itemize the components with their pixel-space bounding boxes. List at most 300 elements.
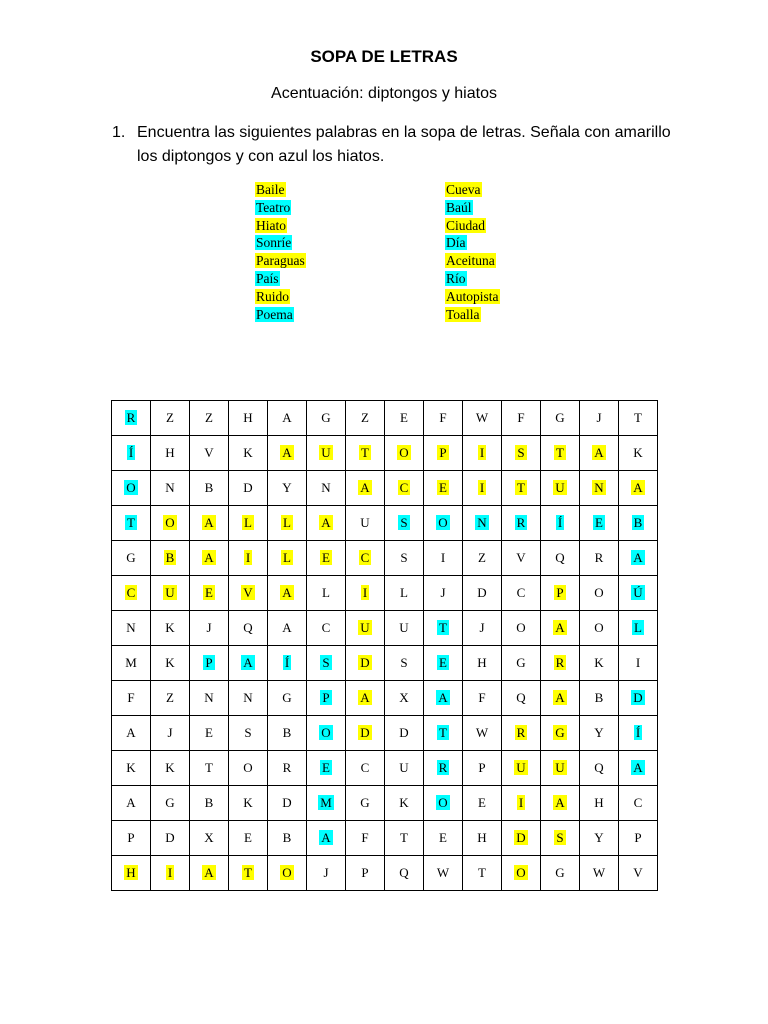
grid-cell <box>619 576 658 611</box>
word-text: Ciudad <box>446 217 485 233</box>
grid-cell <box>112 506 151 541</box>
grid-letter: D <box>360 725 370 740</box>
word-text: Teatro <box>256 199 291 215</box>
grid-letter: A <box>282 585 292 600</box>
grid-cell <box>463 716 502 751</box>
grid-row <box>112 611 658 646</box>
grid-row <box>112 681 658 716</box>
grid-letter: A <box>243 655 253 670</box>
grid-cell <box>268 856 307 891</box>
grid-cell <box>580 786 619 821</box>
grid-cell <box>268 821 307 856</box>
grid-letter: I <box>167 865 173 880</box>
grid-cell <box>580 471 619 506</box>
grid-letter: E <box>439 480 447 495</box>
grid-letter: H <box>477 830 487 845</box>
word-search-grid <box>111 400 658 891</box>
grid-letter: E <box>244 830 252 845</box>
grid-cell <box>346 716 385 751</box>
grid-cell <box>190 716 229 751</box>
grid-cell <box>229 436 268 471</box>
grid-letter: C <box>321 620 331 635</box>
grid-letter: K <box>165 655 175 670</box>
grid-cell <box>541 471 580 506</box>
grid-letter: Z <box>166 410 174 425</box>
grid-letter: F <box>478 690 486 705</box>
grid-cell <box>190 646 229 681</box>
grid-letter: T <box>244 865 252 880</box>
word-text: Cueva <box>446 182 481 197</box>
word-list-item <box>255 199 306 217</box>
grid-cell <box>307 646 346 681</box>
grid-cell <box>307 681 346 716</box>
grid-letter: D <box>633 690 643 705</box>
word-text: Ruido <box>256 288 290 304</box>
grid-cell <box>502 821 541 856</box>
grid-cell <box>541 436 580 471</box>
grid-cell <box>463 436 502 471</box>
grid-letter: S <box>322 655 330 670</box>
instruction <box>112 121 732 169</box>
grid-row <box>112 576 658 611</box>
grid-letter: T <box>634 410 642 425</box>
grid-cell <box>424 541 463 576</box>
grid-cell <box>463 506 502 541</box>
grid-letter: K <box>126 760 136 775</box>
grid-letter: A <box>126 795 136 810</box>
grid-letter: W <box>475 410 489 425</box>
page-subtitle: Acentuación: diptongos y hiatos <box>271 85 497 102</box>
grid-cell <box>307 821 346 856</box>
grid-cell <box>190 576 229 611</box>
grid-letter: D <box>399 725 409 740</box>
word-list-item <box>445 217 500 235</box>
grid-cell <box>541 681 580 716</box>
grid-cell <box>502 541 541 576</box>
grid-cell <box>502 471 541 506</box>
word-list-item <box>445 234 500 252</box>
grid-cell <box>268 541 307 576</box>
grid-cell <box>463 576 502 611</box>
grid-letter: J <box>596 410 602 425</box>
grid-letter: E <box>322 760 330 775</box>
grid-letter: A <box>633 480 643 495</box>
grid-cell <box>346 506 385 541</box>
grid-cell <box>268 611 307 646</box>
grid-row <box>112 716 658 751</box>
word-text: Día <box>446 235 466 251</box>
grid-letter: A <box>204 865 214 880</box>
grid-cell <box>541 401 580 436</box>
grid-letter: H <box>165 445 175 460</box>
grid-letter: B <box>282 725 292 740</box>
grid-letter: S <box>400 515 408 530</box>
grid-letter: V <box>516 550 526 565</box>
grid-cell <box>619 611 658 646</box>
grid-cell <box>268 576 307 611</box>
grid-cell <box>112 576 151 611</box>
grid-letter: P <box>439 445 447 460</box>
grid-cell <box>190 541 229 576</box>
grid-letter: B <box>633 515 643 530</box>
grid-letter: C <box>399 480 409 495</box>
grid-cell <box>580 681 619 716</box>
grid-cell <box>619 821 658 856</box>
grid-letter: A <box>126 725 136 740</box>
grid-letter: S <box>556 830 564 845</box>
grid-cell <box>541 716 580 751</box>
grid-cell <box>385 786 424 821</box>
grid-letter: P <box>205 655 213 670</box>
grid-cell <box>346 681 385 716</box>
grid-cell <box>190 401 229 436</box>
grid-cell <box>112 821 151 856</box>
grid-letter: Y <box>594 830 604 845</box>
grid-letter: V <box>204 445 214 460</box>
grid-cell <box>346 611 385 646</box>
grid-letter: R <box>282 760 292 775</box>
word-list-item <box>445 288 500 306</box>
grid-letter: K <box>243 445 253 460</box>
grid-cell <box>502 506 541 541</box>
page-title: SOPA DE LETRAS <box>310 47 458 66</box>
grid-cell <box>151 506 190 541</box>
grid-cell <box>385 471 424 506</box>
grid-letter: I <box>245 550 251 565</box>
grid-cell <box>619 401 658 436</box>
word-text: Sonríe <box>256 235 292 251</box>
grid-cell <box>190 751 229 786</box>
grid-letter: L <box>322 585 330 600</box>
grid-cell <box>151 541 190 576</box>
grid-letter: A <box>555 620 565 635</box>
grid-letter: Q <box>594 760 604 775</box>
word-text: Baúl <box>446 199 472 215</box>
grid-letter: W <box>475 725 489 740</box>
grid-letter: O <box>594 620 604 635</box>
grid-row <box>112 786 658 821</box>
word-list-item <box>445 270 500 288</box>
grid-letter: V <box>633 865 643 880</box>
grid-letter: D <box>165 830 175 845</box>
grid-cell <box>229 541 268 576</box>
grid-letter: Z <box>166 690 174 705</box>
grid-cell <box>151 436 190 471</box>
grid-cell <box>619 681 658 716</box>
grid-cell <box>268 506 307 541</box>
grid-cell <box>463 471 502 506</box>
grid-cell <box>580 436 619 471</box>
grid-cell <box>424 716 463 751</box>
grid-cell <box>346 576 385 611</box>
grid-letter: C <box>126 585 136 600</box>
grid-cell <box>541 786 580 821</box>
grid-cell <box>502 786 541 821</box>
grid-cell <box>151 821 190 856</box>
grid-cell <box>502 856 541 891</box>
grid-letter: A <box>633 550 643 565</box>
grid-cell <box>385 611 424 646</box>
word-text: Autopista <box>446 288 499 304</box>
grid-cell <box>346 646 385 681</box>
grid-letter: A <box>282 410 292 425</box>
grid-cell <box>502 611 541 646</box>
grid-letter: O <box>126 480 136 495</box>
grid-letter: E <box>400 410 408 425</box>
word-text: Paraguas <box>256 253 305 269</box>
grid-letter: A <box>594 445 604 460</box>
grid-cell <box>424 611 463 646</box>
grid-cell <box>346 436 385 471</box>
grid-letter: K <box>165 620 175 635</box>
word-list-item <box>255 217 306 235</box>
grid-letter: S <box>244 725 252 740</box>
grid-letter: W <box>592 865 606 880</box>
grid-cell <box>307 576 346 611</box>
grid-cell <box>190 856 229 891</box>
grid-cell <box>463 751 502 786</box>
grid-letter: T <box>400 830 408 845</box>
grid-letter: A <box>204 515 214 530</box>
grid-letter: N <box>204 690 214 705</box>
grid-letter: G <box>165 795 175 810</box>
grid-cell <box>346 471 385 506</box>
grid-letter: F <box>361 830 369 845</box>
word-text: Río <box>446 270 466 286</box>
grid-letter: I <box>362 585 368 600</box>
grid-cell <box>424 401 463 436</box>
grid-cell <box>619 541 658 576</box>
grid-letter: F <box>517 410 525 425</box>
grid-row <box>112 541 658 576</box>
grid-letter: O <box>594 585 604 600</box>
grid-letter: A <box>438 690 448 705</box>
grid-letter: I <box>479 480 485 495</box>
grid-cell <box>424 506 463 541</box>
grid-cell <box>463 821 502 856</box>
grid-cell <box>229 681 268 716</box>
grid-cell <box>112 681 151 716</box>
grid-letter: G <box>360 795 370 810</box>
grid-cell <box>307 856 346 891</box>
grid-letter: R <box>594 550 604 565</box>
grid-letter: G <box>555 865 565 880</box>
grid-letter: A <box>282 620 292 635</box>
grid-letter: H <box>126 865 136 880</box>
grid-cell <box>463 646 502 681</box>
grid-letter: O <box>321 725 331 740</box>
grid-letter: N <box>321 480 331 495</box>
grid-cell <box>619 856 658 891</box>
grid-cell <box>190 506 229 541</box>
grid-letter: B <box>204 480 214 495</box>
grid-cell <box>190 471 229 506</box>
grid-cell <box>268 716 307 751</box>
grid-letter: K <box>594 655 604 670</box>
grid-letter: X <box>204 830 214 845</box>
grid-cell <box>112 716 151 751</box>
grid-letter: C <box>516 585 526 600</box>
grid-letter: Í <box>635 725 641 740</box>
grid-cell <box>229 576 268 611</box>
grid-cell <box>112 541 151 576</box>
grid-cell <box>229 716 268 751</box>
grid-cell <box>190 681 229 716</box>
grid-cell <box>307 471 346 506</box>
grid-cell <box>502 751 541 786</box>
grid-cell <box>580 611 619 646</box>
grid-cell <box>151 716 190 751</box>
grid-cell <box>580 856 619 891</box>
grid-letter: P <box>127 830 135 845</box>
grid-letter: C <box>633 795 643 810</box>
grid-cell <box>463 856 502 891</box>
grid-cell <box>151 786 190 821</box>
grid-letter: J <box>440 585 446 600</box>
word-text: Hiato <box>256 217 286 233</box>
grid-letter: E <box>439 655 447 670</box>
grid-letter: O <box>399 445 409 460</box>
grid-letter: M <box>320 795 332 810</box>
grid-cell <box>151 646 190 681</box>
grid-letter: H <box>477 655 487 670</box>
grid-letter: Q <box>516 690 526 705</box>
grid-row <box>112 856 658 891</box>
grid-letter: I <box>518 795 524 810</box>
grid-cell <box>229 471 268 506</box>
grid-letter: T <box>439 620 447 635</box>
grid-cell <box>580 716 619 751</box>
grid-letter: O <box>516 620 526 635</box>
grid-cell <box>112 471 151 506</box>
grid-cell <box>385 856 424 891</box>
grid-cell <box>385 576 424 611</box>
grid-letter: K <box>399 795 409 810</box>
grid-letter: O <box>438 515 448 530</box>
grid-letter: S <box>400 655 408 670</box>
grid-letter: D <box>243 480 253 495</box>
grid-letter: I <box>440 550 446 565</box>
grid-cell <box>424 786 463 821</box>
grid-cell <box>619 646 658 681</box>
grid-letter: Í <box>557 515 563 530</box>
grid-cell <box>190 821 229 856</box>
grid-letter: L <box>400 585 408 600</box>
word-text: Toalla <box>446 306 480 322</box>
grid-letter: U <box>555 760 565 775</box>
grid-cell <box>619 471 658 506</box>
grid-letter: U <box>360 515 370 530</box>
word-list-item <box>255 252 306 270</box>
grid-cell <box>541 821 580 856</box>
grid-cell <box>463 541 502 576</box>
grid-cell <box>346 821 385 856</box>
grid-letter: U <box>399 760 409 775</box>
grid-letter: Ú <box>633 585 643 600</box>
grid-letter: H <box>594 795 604 810</box>
grid-cell <box>229 506 268 541</box>
grid-letter: A <box>360 690 370 705</box>
grid-cell <box>385 506 424 541</box>
grid-letter: G <box>555 725 565 740</box>
grid-letter: A <box>555 795 565 810</box>
grid-cell <box>385 681 424 716</box>
grid-letter: Q <box>243 620 253 635</box>
grid-letter: R <box>516 515 526 530</box>
grid-letter: A <box>360 480 370 495</box>
grid-row <box>112 401 658 436</box>
word-text: Aceituna <box>446 253 495 269</box>
grid-cell <box>307 506 346 541</box>
grid-letter: N <box>477 515 487 530</box>
grid-cell <box>580 541 619 576</box>
grid-cell <box>502 436 541 471</box>
grid-cell <box>463 681 502 716</box>
grid-cell <box>424 751 463 786</box>
grid-cell <box>541 506 580 541</box>
grid-cell <box>268 401 307 436</box>
grid-cell <box>268 786 307 821</box>
grid-cell <box>229 401 268 436</box>
word-list-item <box>445 306 500 324</box>
grid-cell <box>580 646 619 681</box>
grid-cell <box>541 646 580 681</box>
grid-letter: P <box>634 830 642 845</box>
grid-letter: G <box>282 690 292 705</box>
grid-row <box>112 506 658 541</box>
grid-letter: N <box>594 480 604 495</box>
grid-letter: N <box>165 480 175 495</box>
grid-letter: T <box>478 865 486 880</box>
grid-letter: V <box>243 585 253 600</box>
grid-letter: Y <box>594 725 604 740</box>
grid-cell <box>580 506 619 541</box>
grid-cell <box>112 786 151 821</box>
grid-letter: T <box>517 480 525 495</box>
grid-cell <box>112 646 151 681</box>
grid-cell <box>112 436 151 471</box>
grid-row <box>112 471 658 506</box>
grid-letter: K <box>165 760 175 775</box>
grid-cell <box>424 681 463 716</box>
grid-cell <box>385 401 424 436</box>
word-list-item <box>445 181 500 199</box>
grid-letter: O <box>438 795 448 810</box>
grid-cell <box>268 646 307 681</box>
grid-cell <box>307 541 346 576</box>
grid-cell <box>268 681 307 716</box>
grid-letter: D <box>477 585 487 600</box>
grid-letter: Q <box>555 550 565 565</box>
grid-letter: E <box>595 515 603 530</box>
grid-cell <box>112 856 151 891</box>
grid-cell <box>307 716 346 751</box>
grid-cell <box>619 751 658 786</box>
grid-letter: T <box>556 445 564 460</box>
grid-letter: A <box>321 515 331 530</box>
grid-letter: D <box>282 795 292 810</box>
grid-letter: R <box>516 725 526 740</box>
grid-letter: K <box>633 445 643 460</box>
grid-letter: G <box>516 655 526 670</box>
word-list-left <box>255 181 306 323</box>
word-list-item <box>255 234 306 252</box>
grid-cell <box>541 856 580 891</box>
grid-letter: O <box>516 865 526 880</box>
grid-letter: N <box>126 620 136 635</box>
grid-cell <box>424 821 463 856</box>
grid-cell <box>151 611 190 646</box>
